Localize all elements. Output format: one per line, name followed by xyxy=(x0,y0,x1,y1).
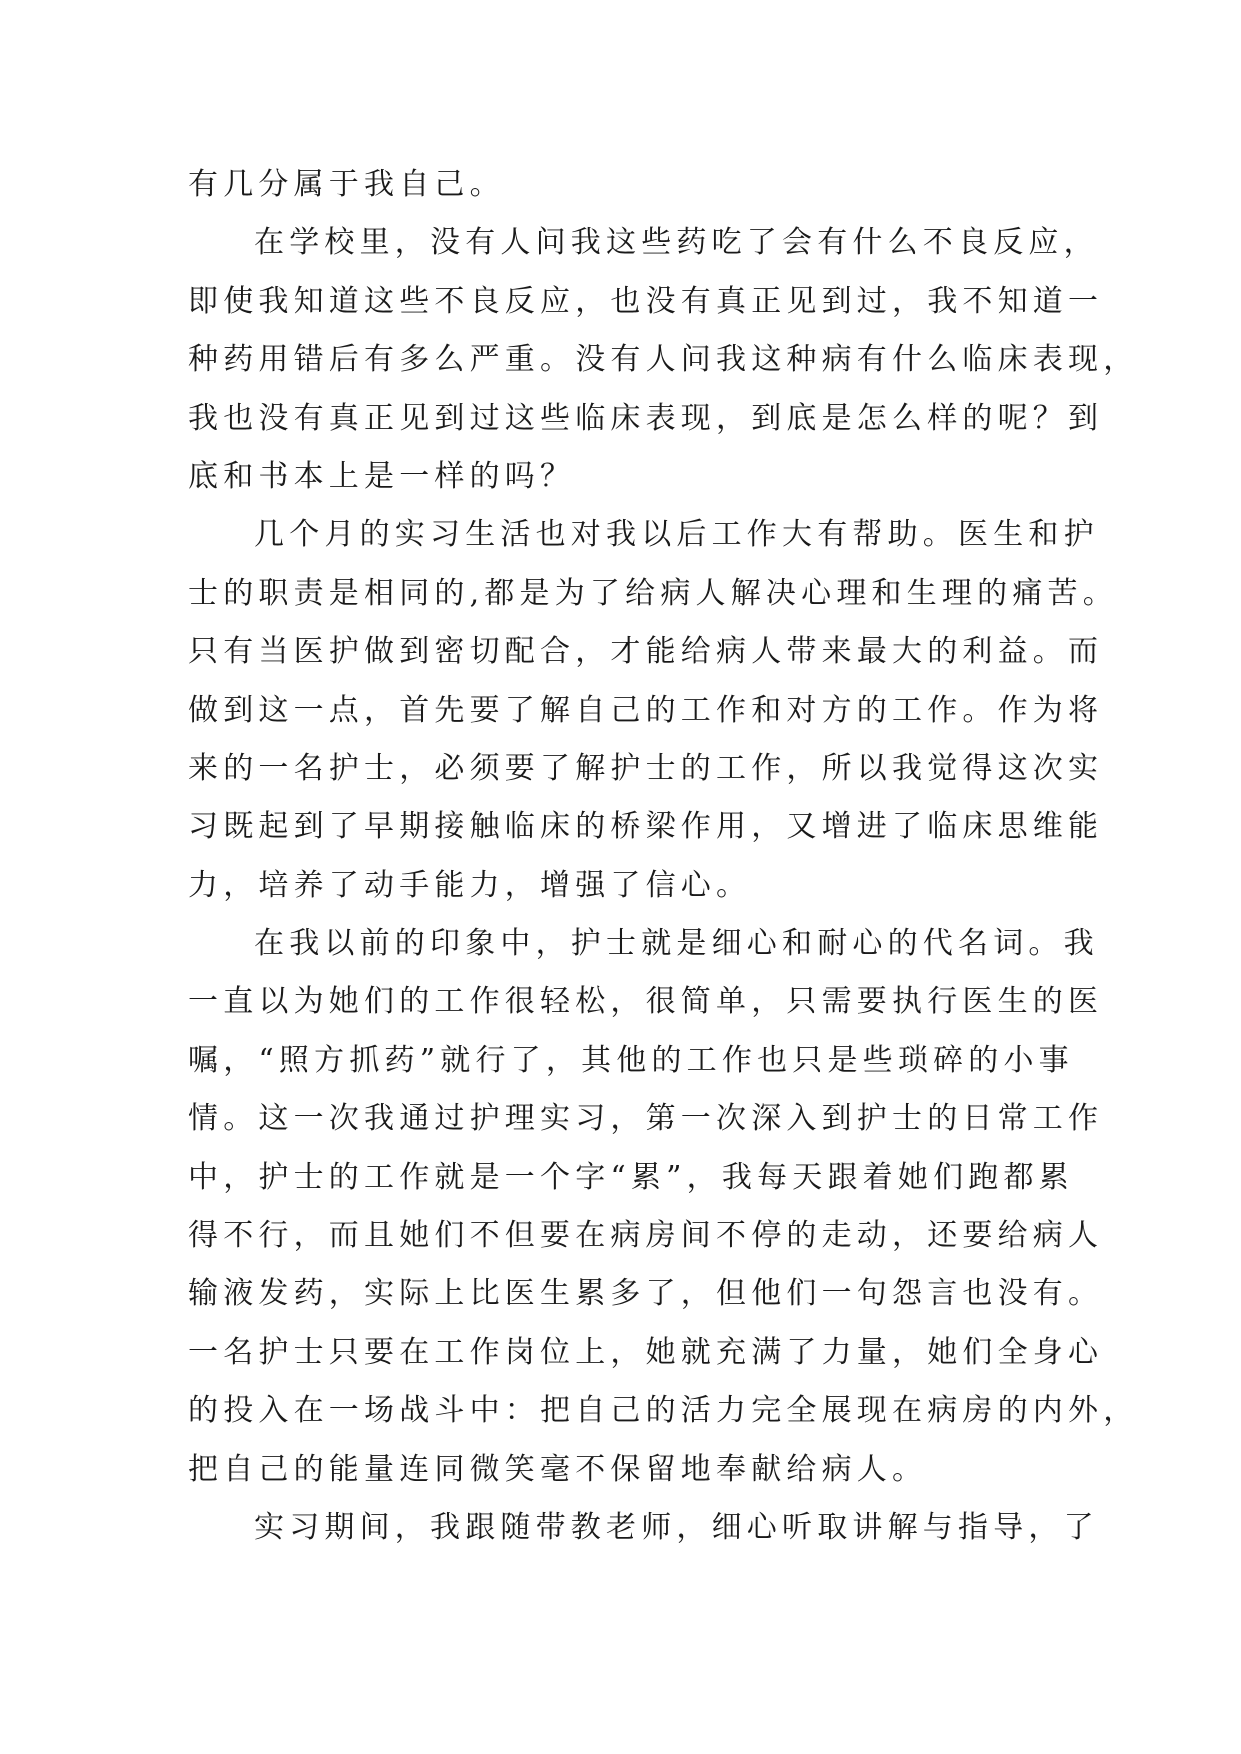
text-line: 一名护士只要在工作岗位上，她就充满了力量，她们全身心 xyxy=(188,1334,1104,1370)
text-line: 只有当医护做到密切配合，才能给病人带来最大的利益。而 xyxy=(188,634,1104,670)
text-line: 士的职责是相同的,都是为了给病人解决心理和生理的痛苦。 xyxy=(188,575,1118,611)
text-line: 中，护士的工作就是一个字“累”，我每天跟着她们跑都累 xyxy=(188,1159,1074,1195)
text-line: 在我以前的印象中，护士就是细心和耐心的代名词。我 xyxy=(254,926,1099,962)
text-line: 种药用错后有多么严重。没有人问我这种病有什么临床表现， xyxy=(188,342,1139,378)
text-line: 即使我知道这些不良反应，也没有真正见到过，我不知道一 xyxy=(188,283,1104,319)
text-line: 的投入在一场战斗中：把自己的活力完全展现在病房的内外， xyxy=(188,1393,1139,1429)
text-line: 得不行，而且她们不但要在病房间不停的走动，还要给病人 xyxy=(188,1218,1104,1254)
body-text xyxy=(188,156,1139,1557)
text-line: 我也没有真正见到过这些临床表现，到底是怎么样的呢？到 xyxy=(188,400,1104,436)
text-line: 做到这一点，首先要了解自己的工作和对方的工作。作为将 xyxy=(188,692,1104,728)
text-line: 来的一名护士，必须要了解护士的工作，所以我觉得这次实 xyxy=(188,750,1104,786)
text-line: 在学校里，没有人问我这些药吃了会有什么不良反应， xyxy=(254,225,1099,261)
text-line: 一直以为她们的工作很轻松，很简单，只需要执行医生的医 xyxy=(188,984,1104,1020)
text-line: 输液发药，实际上比医生累多了，但他们一句怨言也没有。 xyxy=(188,1276,1104,1312)
text-line: 有几分属于我自己。 xyxy=(188,167,505,202)
text-line: 嘱，“照方抓药”就行了，其他的工作也只是些琐碎的小事 xyxy=(188,1042,1074,1078)
text-line: 习既起到了早期接触临床的桥梁作用，又增进了临床思维能 xyxy=(188,809,1104,845)
text-line: 实习期间，我跟随带教老师，细心听取讲解与指导，了 xyxy=(254,1509,1099,1545)
text-line: 情。这一次我通过护理实习，第一次深入到护士的日常工作 xyxy=(188,1101,1104,1137)
text-line: 几个月的实习生活也对我以后工作大有帮助。医生和护 xyxy=(254,517,1099,553)
text-line: 底和书本上是一样的吗？ xyxy=(188,458,576,494)
text-line: 力，培养了动手能力，增强了信心。 xyxy=(188,867,752,903)
text-line: 把自己的能量连同微笑毫不保留地奉献给病人。 xyxy=(188,1451,928,1487)
